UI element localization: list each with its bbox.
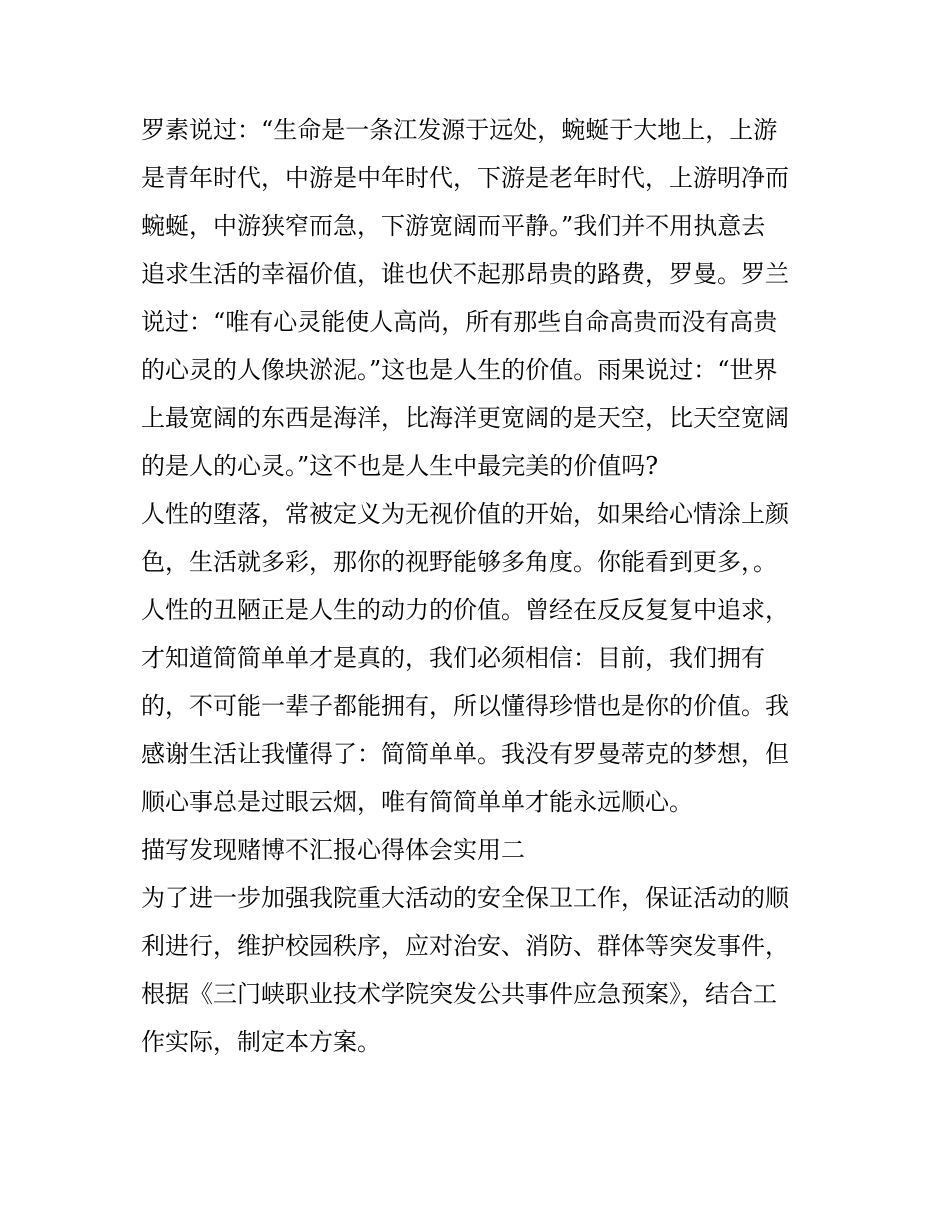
text-line: 罗素说过：“生命是一条江发源于远处，蜿蜒于大地上，上游 (141, 116, 778, 144)
text-line: 作实际，制定本方案。 (141, 1028, 381, 1056)
text-line: 的心灵的人像块淤泥。”这也是人生的价值。雨果说过：“世界 (141, 356, 778, 384)
text-line: 人性的堕落，常被定义为无视价值的开始，如果给心情涂上颜 (141, 500, 789, 528)
text-line: 色，生活就多彩，那你的视野能够多角度。你能看到更多，。 (141, 548, 777, 576)
text-line: 为了进一步加强我院重大活动的安全保卫工作，保证活动的顺 (141, 884, 789, 912)
section-heading: 描写发现赌博不汇报心得体会实用二 (141, 836, 525, 864)
text-line: 才知道简简单单才是真的，我们必须相信：目前，我们拥有 (141, 644, 765, 672)
text-line: 的是人的心灵。”这不也是人生中最完美的价值吗? (141, 452, 659, 480)
text-line: 上最宽阔的东西是海洋，比海洋更宽阔的是天空，比天空宽阔 (141, 404, 789, 432)
text-line: 是青年时代，中游是中年时代，下游是老年时代，上游明净而 (141, 164, 789, 192)
text-line: 顺心事总是过眼云烟，唯有简简单单才能永远顺心。 (141, 788, 693, 816)
text-line: 人性的丑陋正是人生的动力的价值。曾经在反反复复中追求， (141, 596, 789, 624)
text-line: 说过：“唯有心灵能使人高尚，所有那些自命高贵而没有高贵 (141, 308, 778, 336)
text-line: 蜿蜒，中游狭窄而急，下游宽阔而平静。”我们并不用执意去 (141, 212, 766, 240)
text-line: 根据《三门峡职业技术学院突发公共事件应急预案》，结合工 (141, 980, 777, 1008)
text-line: 的，不可能一辈子都能拥有，所以懂得珍惜也是你的价值。我 (141, 692, 789, 720)
text-line: 追求生活的幸福价值，谁也伏不起那昂贵的路费，罗曼。罗兰 (141, 260, 789, 288)
text-line: 利进行，维护校园秩序，应对治安、消防、群体等突发事件， (141, 932, 789, 960)
text-line: 感谢生活让我懂得了：简简单单。我没有罗曼蒂克的梦想，但 (141, 740, 789, 768)
